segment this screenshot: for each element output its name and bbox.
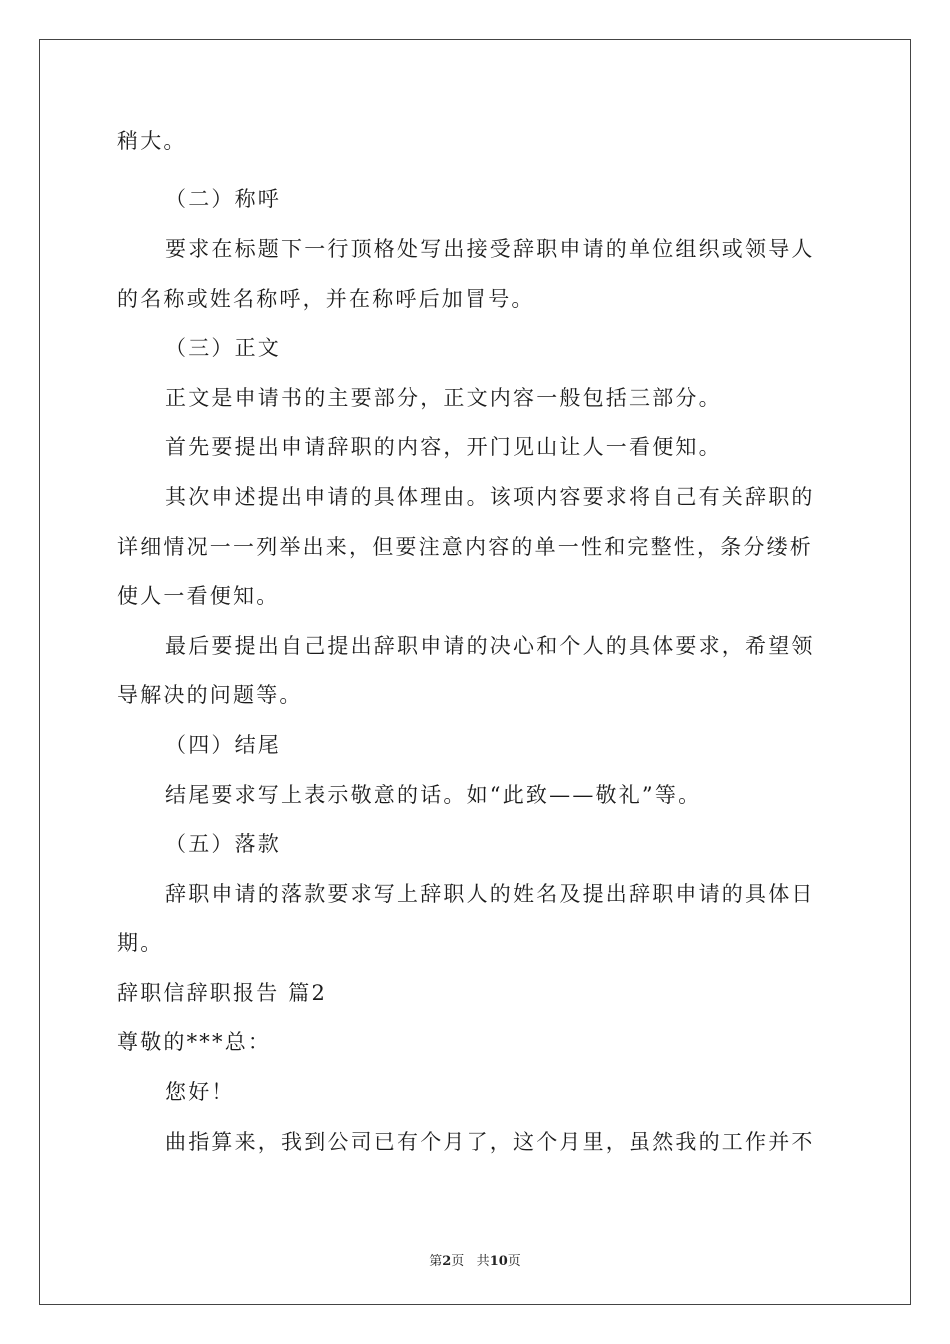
paragraph-line: 首先要提出申请辞职的内容，开门见山让人一看便知。 [165,435,722,459]
page-footer [0,1250,950,1269]
page-current: 2 [442,1254,452,1269]
paragraph-line: 详细情况一一列举出来，但要注意内容的单一性和完整性，条分缕析 [117,535,813,559]
letter-salutation: 尊敬的***总： [117,1030,272,1054]
letter-greeting: 您好！ [165,1080,235,1104]
paragraph-line: 使人一看便知。 [117,584,280,608]
total-label: 共 [476,1254,490,1269]
paragraph-line: 结尾要求写上表示敬意的话。如“此致——敬礼”等。 [165,783,702,807]
article-title: 辞职信辞职报告 篇2 [117,981,328,1005]
paragraph-line: 曲指算来，我到公司已有个月了，这个月里，虽然我的工作并不 [165,1130,815,1154]
paragraph-line: 导解决的问题等。 [117,683,303,707]
page-border [39,39,911,1305]
section-heading: （四）结尾 [165,733,281,757]
paragraph-line: 要求在标题下一行顶格处写出接受辞职申请的单位组织或领导人 [165,237,815,261]
paragraph-line: 稍大。 [117,129,187,153]
section-heading: （三）正文 [165,336,281,360]
paragraph-line: 最后要提出自己提出辞职申请的决心和个人的具体要求，希望领 [165,634,815,658]
paragraph-line: 期。 [117,931,164,955]
paragraph-line: 的名称或姓名称呼，并在称呼后加冒号。 [117,287,535,311]
page-unit: 页 [451,1254,465,1269]
paragraph-line: 辞职申请的落款要求写上辞职人的姓名及提出辞职申请的具体日 [165,882,815,906]
section-heading: （五）落款 [165,832,281,856]
section-heading: （二）称呼 [165,187,281,211]
page-total: 10 [489,1254,508,1269]
paragraph-line: 其次申述提出申请的具体理由。该项内容要求将自己有关辞职的 [165,485,815,509]
paragraph-line: 正文是申请书的主要部分，正文内容一般包括三部分。 [165,386,722,410]
total-unit: 页 [507,1254,521,1269]
page-label: 第 [429,1254,443,1269]
